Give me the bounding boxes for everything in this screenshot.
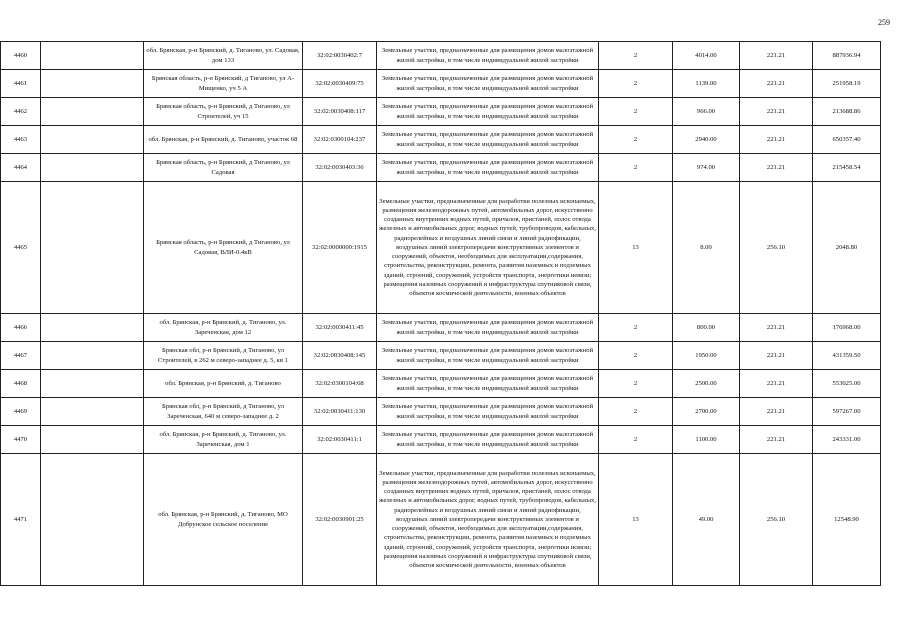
- row-area: 966.00: [673, 98, 740, 126]
- row-area: 2700.00: [673, 398, 740, 426]
- table-row: [1, 426, 881, 454]
- row-address: обл. Брянская, р-н Брянский, д. Тиганово, участок 68: [144, 126, 303, 154]
- row-land-use: Земельные участки, предназначенные для разработки полезных ископаемых, размещения железнодорожных путей, автомобильных дорог, искусственно созданных внутренних водных путей, причалов, пристаней, полос отвода железных и автомобильных дорог, водных путей, трубопроводов, кабельных, радиорелейных и воздушных линий связи и линий радиофикации, воздушных линий электропередачи конструктивных элементов и сооружений, объектов, необходимых для эксплуатации,содержания, строительства, реконструкции, ремонта, развития наземных и подземных зданий, строений, сооружений, устройств транспорта, энергетики иевязи; размещения наземных сооружений и инфраструктуры спутниковой связи, объектов космической деятельности, военных объектов: [377, 182, 599, 314]
- row-number: 4461: [1, 70, 41, 98]
- row-address: Брянская обл, р-н Брянский, д Тиганово, ул Строителей, в 262 м северо-западнее д. 5, кв 1: [144, 342, 303, 370]
- row-cadastral-value: 176968.00: [813, 314, 881, 342]
- row-land-use: Земельные участки, предназначенные для размещения домов малоэтажной жилой застройки, в том числе индивидуальной жилой застройки: [377, 42, 599, 70]
- row-rate: 221.21: [740, 426, 813, 454]
- row-address: обл. Брянская, р-н Брянский, д. Тиганово, МО Добрунское сельское поселение: [144, 454, 303, 586]
- row-category: 2: [599, 314, 673, 342]
- row-land-use: Земельные участки, предназначенные для размещения домов малоэтажной жилой застройки, в том числе индивидуальной жилой застройки: [377, 70, 599, 98]
- row-cadastral-number: 32:02:0300104:68: [303, 370, 377, 398]
- row-spacer: [41, 42, 144, 70]
- row-area: 2940.00: [673, 126, 740, 154]
- row-category: 2: [599, 426, 673, 454]
- row-cadastral-value: 251958.19: [813, 70, 881, 98]
- row-area: 4014.00: [673, 42, 740, 70]
- row-land-use: Земельные участки, предназначенные для размещения домов малоэтажной жилой застройки, в том числе индивидуальной жилой застройки: [377, 314, 599, 342]
- row-rate: 221.21: [740, 370, 813, 398]
- row-category: 2: [599, 370, 673, 398]
- row-cadastral-value: 887936.94: [813, 42, 881, 70]
- row-spacer: [41, 98, 144, 126]
- row-address: обл. Брянская, р-н Брянский, д. Тиганово, ул. Зареченская, дом 12: [144, 314, 303, 342]
- row-category: 2: [599, 42, 673, 70]
- row-land-use: Земельные участки, предназначенные для размещения домов малоэтажной жилой застройки, в том числе индивидуальной жилой застройки: [377, 370, 599, 398]
- row-rate: 221.21: [740, 70, 813, 98]
- table-row: [1, 182, 881, 314]
- row-address: Брянская область, р-н Брянский, д Тиганово, ул Строителей, уч 15: [144, 98, 303, 126]
- row-land-use: Земельные участки, предназначенные для размещения домов малоэтажной жилой застройки, в том числе индивидуальной жилой застройки: [377, 398, 599, 426]
- row-spacer: [41, 70, 144, 98]
- row-address: обл. Брянская, р-н Брянский, д. Тиганово: [144, 370, 303, 398]
- table-row: [1, 314, 881, 342]
- row-cadastral-value: 215458.54: [813, 154, 881, 182]
- table-body: [1, 42, 881, 586]
- row-category: 2: [599, 126, 673, 154]
- row-spacer: [41, 426, 144, 454]
- row-land-use: Земельные участки, предназначенные для размещения домов малоэтажной жилой застройки, в том числе индивидуальной жилой застройки: [377, 154, 599, 182]
- row-land-use: Земельные участки, предназначенные для размещения домов малоэтажной жилой застройки, в том числе индивидуальной жилой застройки: [377, 126, 599, 154]
- row-cadastral-value: 213688.86: [813, 98, 881, 126]
- row-area: 1950.00: [673, 342, 740, 370]
- row-category: 2: [599, 398, 673, 426]
- row-area: 974.00: [673, 154, 740, 182]
- row-rate: 256.10: [740, 182, 813, 314]
- row-category: 2: [599, 342, 673, 370]
- row-spacer: [41, 182, 144, 314]
- registry-table: [0, 41, 881, 586]
- row-area: 49.00: [673, 454, 740, 586]
- row-cadastral-value: 243331.00: [813, 426, 881, 454]
- row-rate: 221.21: [740, 98, 813, 126]
- row-address: обл. Брянская, р-н Брянский, д. Тиганово, ул. Садовая, дом 133: [144, 42, 303, 70]
- row-number: 4463: [1, 126, 41, 154]
- row-land-use: Земельные участки, предназначенные для размещения домов малоэтажной жилой застройки, в том числе индивидуальной жилой застройки: [377, 426, 599, 454]
- row-address: Брянская обл, р-н Брянский, д Тиганово, ул Зареченская, 640 м северо-западнее д. 2: [144, 398, 303, 426]
- row-spacer: [41, 342, 144, 370]
- row-cadastral-number: 32:02:0030901:25: [303, 454, 377, 586]
- row-area: 1100.00: [673, 426, 740, 454]
- row-address: обл. Брянская, р-н Брянский, д. Тиганово, ул. Зареченская, дом 1: [144, 426, 303, 454]
- table-row: [1, 42, 881, 70]
- row-rate: 221.21: [740, 342, 813, 370]
- page-number: 259: [878, 18, 890, 27]
- row-spacer: [41, 370, 144, 398]
- row-address: Брянская область, р-н Брянский, д Тиганово, ул Садовая: [144, 154, 303, 182]
- row-cadastral-number: 32:02:0030411:130: [303, 398, 377, 426]
- row-rate: 221.21: [740, 42, 813, 70]
- row-cadastral-number: 32:02:0030408:145: [303, 342, 377, 370]
- row-cadastral-value: 431359.50: [813, 342, 881, 370]
- row-number: 4470: [1, 426, 41, 454]
- row-spacer: [41, 154, 144, 182]
- row-area: 1139.00: [673, 70, 740, 98]
- table-row: [1, 70, 881, 98]
- row-cadastral-value: 650357.40: [813, 126, 881, 154]
- row-cadastral-value: 12548.90: [813, 454, 881, 586]
- row-area: 2500.00: [673, 370, 740, 398]
- table-row: [1, 454, 881, 586]
- row-number: 4466: [1, 314, 41, 342]
- row-number: 4460: [1, 42, 41, 70]
- row-number: 4471: [1, 454, 41, 586]
- row-spacer: [41, 398, 144, 426]
- table-row: [1, 398, 881, 426]
- row-number: 4465: [1, 182, 41, 314]
- row-cadastral-value: 553025.00: [813, 370, 881, 398]
- row-cadastral-value: 2048.80: [813, 182, 881, 314]
- row-cadastral-number: 32:02:0000000:1915: [303, 182, 377, 314]
- row-category: 2: [599, 154, 673, 182]
- row-cadastral-number: 32:02:0030411:45: [303, 314, 377, 342]
- table-row: [1, 342, 881, 370]
- row-spacer: [41, 454, 144, 586]
- row-spacer: [41, 314, 144, 342]
- row-land-use: Земельные участки, предназначенные для размещения домов малоэтажной жилой застройки, в том числе индивидуальной жилой застройки: [377, 342, 599, 370]
- table-row: [1, 98, 881, 126]
- row-category: 13: [599, 454, 673, 586]
- row-cadastral-number: 32:02:0030409:75: [303, 70, 377, 98]
- row-number: 4468: [1, 370, 41, 398]
- row-rate: 221.21: [740, 314, 813, 342]
- row-number: 4469: [1, 398, 41, 426]
- row-cadastral-number: 32:02:0030402:7: [303, 42, 377, 70]
- row-rate: 221.21: [740, 154, 813, 182]
- row-number: 4467: [1, 342, 41, 370]
- row-category: 2: [599, 98, 673, 126]
- row-cadastral-number: 32:02:0030411:1: [303, 426, 377, 454]
- row-rate: 221.21: [740, 398, 813, 426]
- row-rate: 221.21: [740, 126, 813, 154]
- row-area: 800.00: [673, 314, 740, 342]
- row-category: 13: [599, 182, 673, 314]
- table-row: [1, 126, 881, 154]
- row-cadastral-value: 597267.00: [813, 398, 881, 426]
- row-area: 8.00: [673, 182, 740, 314]
- row-cadastral-number: 32:02:0300104:237: [303, 126, 377, 154]
- row-cadastral-number: 32:02:0030408:117: [303, 98, 377, 126]
- row-address: Брянская область, р-н Брянский, д Тиганово, ул Садовая, ВЛИ-0.4кВ: [144, 182, 303, 314]
- row-land-use: Земельные участки, предназначенные для разработки полезных ископаемых, размещения железнодорожных путей, автомобильных дорог, искусственно созданных внутренних водных путей, причалов, пристаней, полос отвода железных и автомобильных дорог, водных путей, трубопроводов, кабельных, радиорелейных и воздушных линий связи и линий радиофикации, воздушных линий электропередачи конструктивных элементов и сооружений, объектов, необходимых для эксплуатации,содержания, строительства, реконструкции, ремонта, развития наземных и подземных зданий, строений, сооружений, устройств транспорта, энергетики исвязи; размещения наземных сооружений и инфраструктуры спутниковой связи, объектов космической деятельности, военных объектов: [377, 454, 599, 586]
- table-row: [1, 154, 881, 182]
- row-rate: 256.10: [740, 454, 813, 586]
- row-number: 4464: [1, 154, 41, 182]
- row-category: 2: [599, 70, 673, 98]
- row-land-use: Земельные участки, предназначенные для размещения домов малоэтажной жилой застройки, в том числе индивидуальной жилой застройки: [377, 98, 599, 126]
- table-row: [1, 370, 881, 398]
- row-number: 4462: [1, 98, 41, 126]
- row-spacer: [41, 126, 144, 154]
- row-cadastral-number: 32:02:0030403:36: [303, 154, 377, 182]
- row-address: Брянская область, р-н Брянский, д Тиганово, ул А-Мищенко, уч 5 А: [144, 70, 303, 98]
